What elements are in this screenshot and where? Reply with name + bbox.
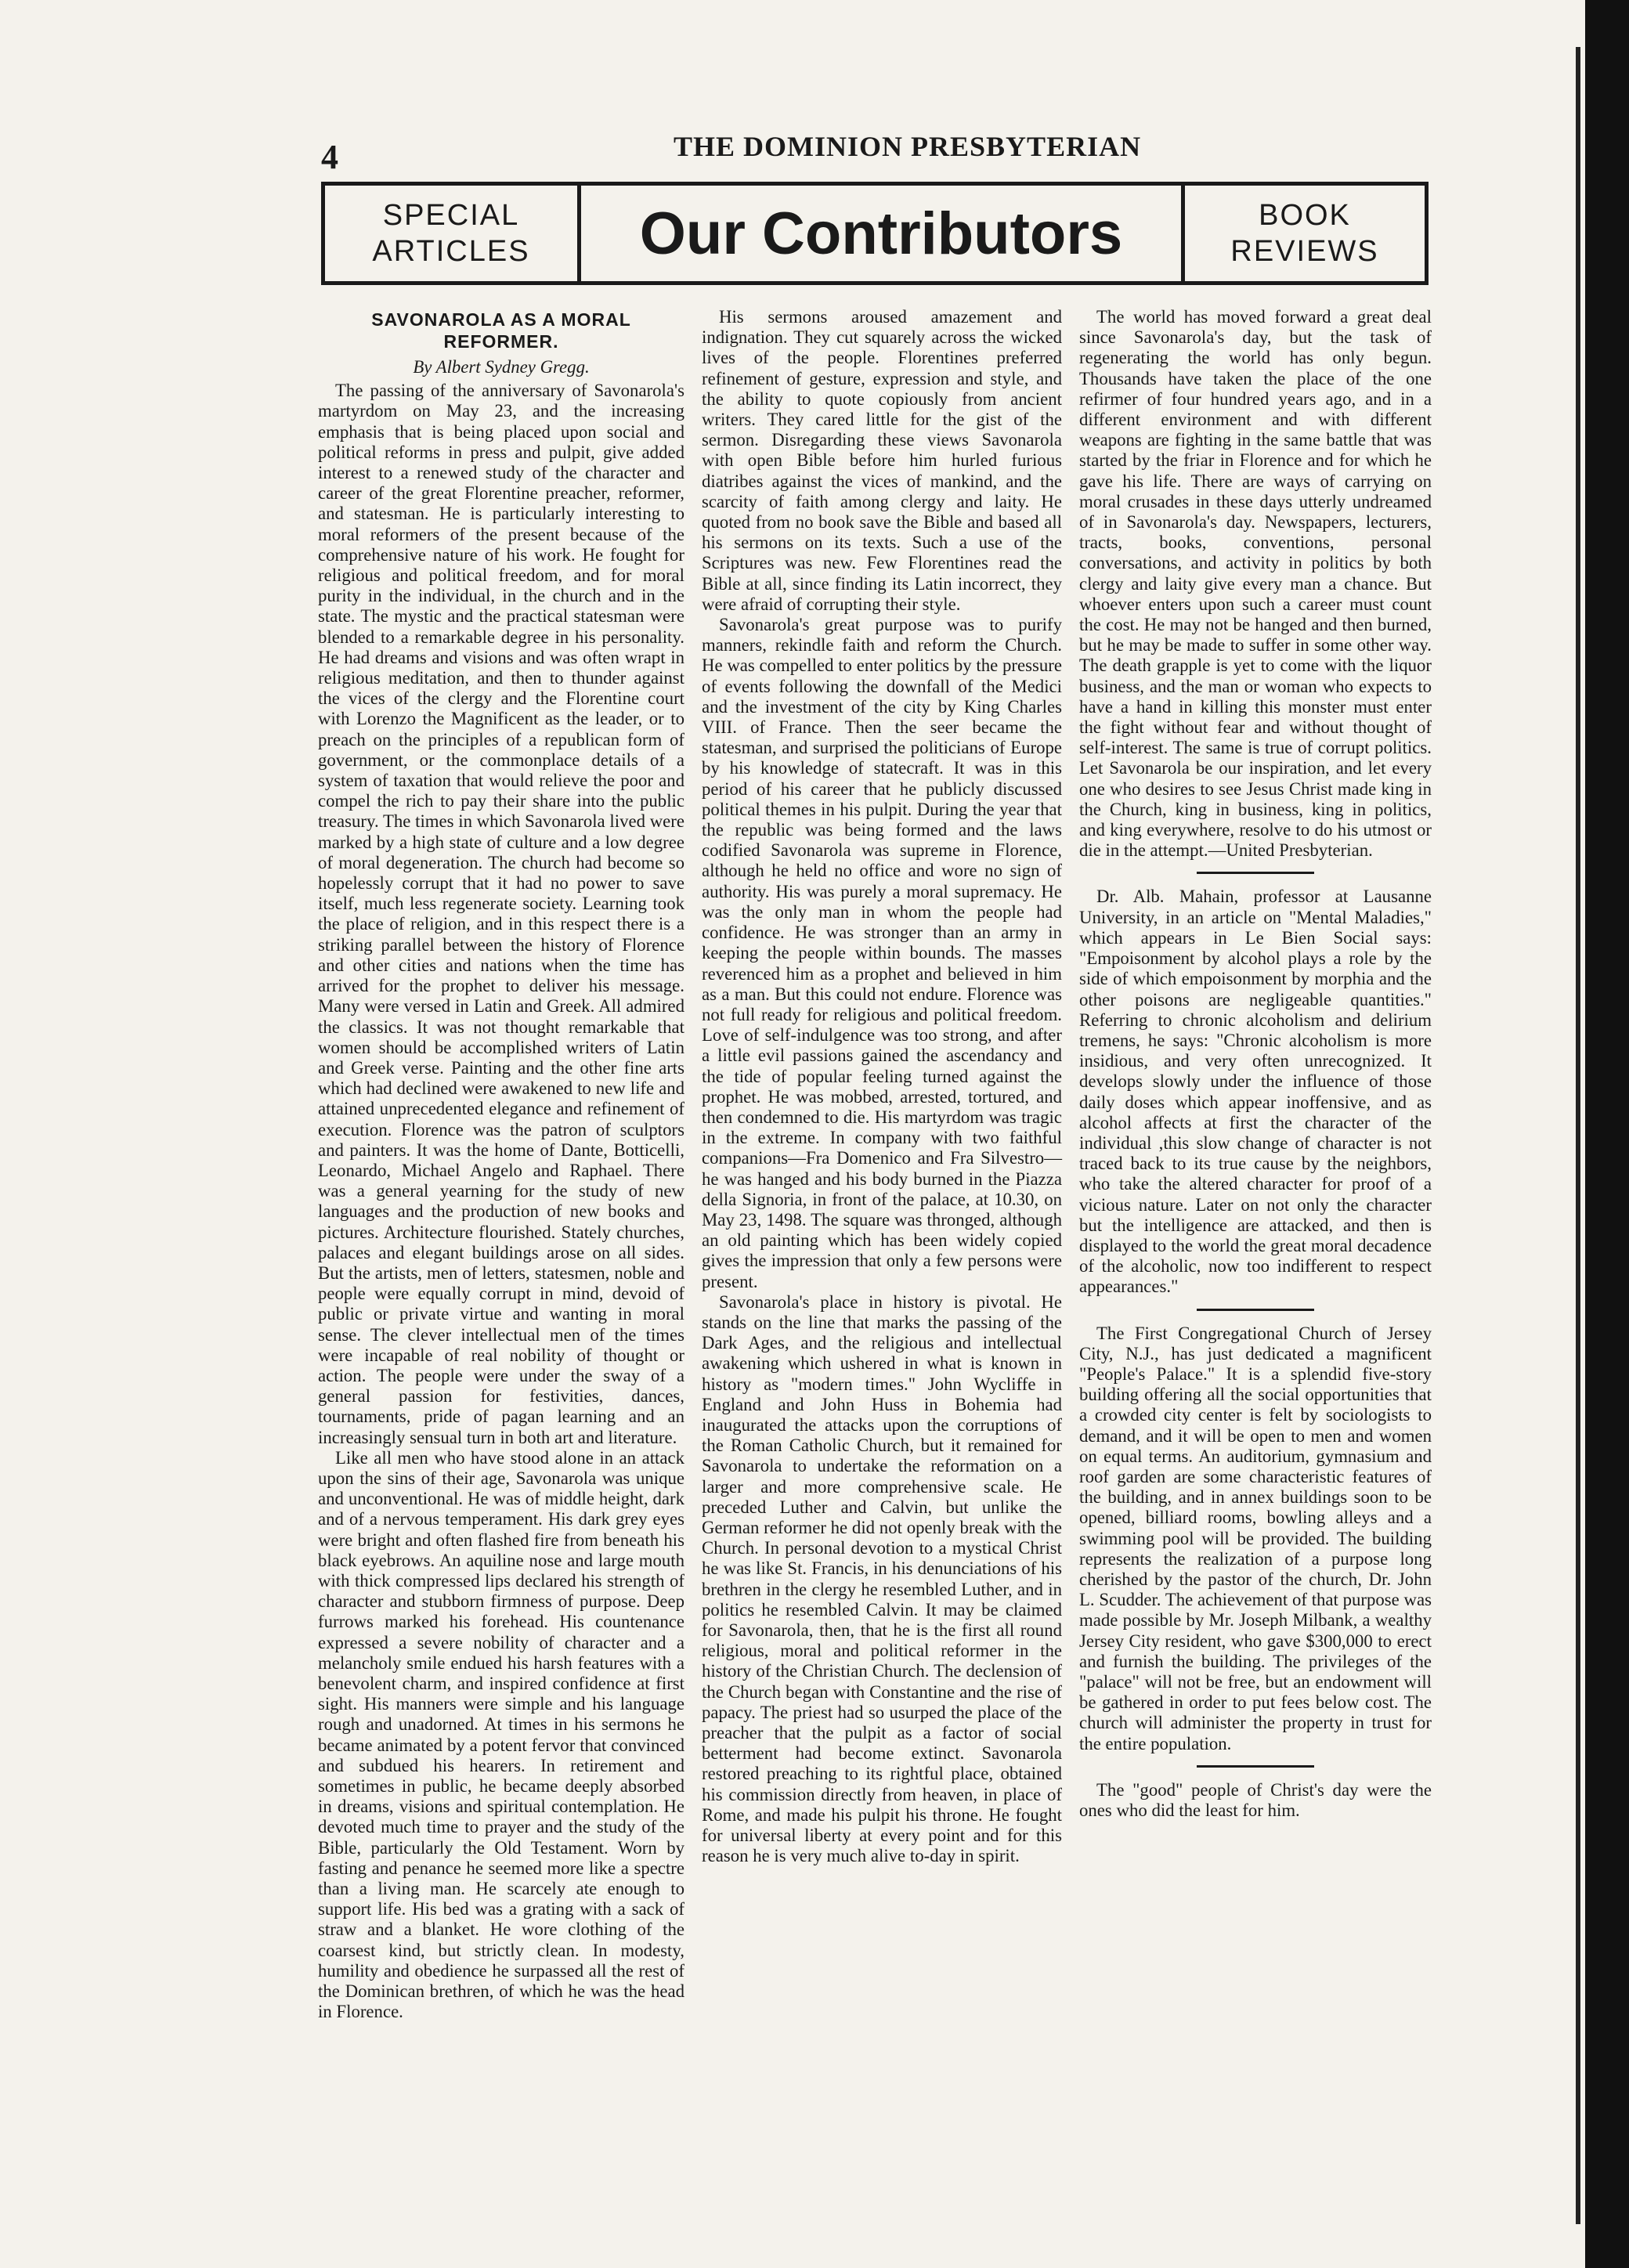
- column-1: [318, 307, 684, 2022]
- page-number: 4: [321, 138, 338, 176]
- section-title: Our Contributors: [639, 200, 1123, 267]
- article-paragraph-5: Savonarola's place in history is pivotal. He stands on the line that marks the passing of the Dark Ages, and the religious and intellectual awakening which ushered in what is known in history as "modern times." John Wycliffe in England and John Huss in Bohemia had inaugurated the attacks upon the corruptions of the Roman Catholic Church, but it remained for Savonarola to undertake the reformation on a larger and more comprehensive scale. He preceded Luther and Calvin, but unlike the German reformer he did not openly break with the Church. In personal devotion to a mystical Christ he was like St. Francis, in his denunciations of his brethren in the clergy he resembled Luther, and in politics he resembled Calvin. It may be claimed for Savonarola, then, that he is the first all round religious, moral and political reformer in the history of the Christian Church. The declension of the Church began with Constantine and the rise of papacy. The priest had so usurped the place of the preacher that the pulpit as a factor of social betterment had become extinct. Savonarola restored preaching to its rightful place, obtained his commission directly from heaven, in place of Rome, and made his pulpit his throne. He fought for universal liberty at every point and for this reason he is very much alive to-day in spirit.: [702, 1291, 1062, 1866]
- article-divider: [1197, 1309, 1314, 1311]
- article-divider: [1197, 1765, 1314, 1768]
- article-divider: [1197, 872, 1314, 874]
- article-paragraph-1: The passing of the anniversary of Savonarola's martyrdom on May 23, and the increasing emphasis that is being placed upon social and political reforms in press and pulpit, give added interest to a renewed study of the character and career of the great Florentine preacher, reformer, and statesman. He is particularly interesting to moral reformers of the present because of the comprehensive nature of his work. He fought for religious and political freedom, and for moral purity in the individual, in the church and in the state. The mystic and the practical statesman were blended to a remarkable degree in his personality. He had dreams and visions and was often wrapt in religious meditation, and then to thunder against the vices of the clergy and the Florentine court with Lorenzo the Magnificent as the leader, or to preach on the principles of a republican form of government, or the commonplace details of a system of taxation that would relieve the poor and compel the rich to pay their share into the public treasury. The times in which Savonarola lived were marked by a high state of culture and a low degree of moral degeneration. The church had become so hopelessly corrupt that it had no power to save itself, much less regenerate society. Learning took the place of religion, and in this respect there is a striking parallel between the history of Florence and other cities and nations when the time has arrived for the prophet to deliver his message. Many were versed in Latin and Greek. All admired the classics. It was not thought remarkable that women should be accomplished writers of Latin and Greek verse. Painting and the other fine arts which had declined were awakened to new life and attained unprecedented elegance and refinement of execution. Florence was the patron of sculptors and painters. It was the home of Dante, Botticelli, Leonardo, Michael Angelo and Raphael. There was a general yearning for the study of new languages and the production of new books and pictures. Architecture flourished. Stately churches, palaces and elegant buildings arose on all sides. But the artists, men of letters, statesmen, noble and people were equally corrupt in mind, devoid of public or private virtue and wanting in moral sense. The clever intellectual men of the times were incapable of real nobility of thought or action. The people were under the sway of a general passion for festivities, dances, tournaments, pride of pagan learning and an increasingly sensual turn in both art and literature.: [318, 381, 684, 1447]
- closing-note: The "good" people of Christ's day were the ones who did the least for him.: [1079, 1779, 1432, 1821]
- article-byline: By Albert Sydney Gregg.: [413, 357, 590, 377]
- scan-edge-shadow: [1585, 0, 1629, 2268]
- peoples-palace-article: The First Congregational Church of Jersey City, N.J., has just dedicated a magnificent "People's Palace." It is a splendid five-story building offering all the social opportunities that a crowded city center is felt by sociologists to demand, and it will be open to men and women on equal terms. An auditorium, gymnasium and roof garden are some characteristic features of the building, and in annex buildings soon to be opened, billiard rooms, bowling alleys and a swimming pool will be provided. The building represents the realization of a purpose long cherished by the pastor of the church, Dr. John L. Scudder. The achievement of that purpose was made possible by Mr. Joseph Milbank, a wealthy Jersey City resident, who gave $300,000 to erect and furnish the building. The privileges of the "palace" will not be free, but an endowment will be gathered in order to put fees below cost. The church will administer the property in trust for the entire population.: [1079, 1323, 1432, 1753]
- column-2: [702, 307, 1062, 1866]
- masthead-title: THE DOMINION PRESBYTERIAN: [674, 131, 1142, 162]
- book-reviews-line2: REVIEWS: [1230, 235, 1379, 268]
- alcoholism-article: Dr. Alb. Mahain, professor at Lausanne University, in an article on "Mental Maladies," which appears in Le Bien Social says: "Empoisonment by alcohol plays a role by the side of which empoisonment by morphia and the other poisons are negligeable quantities." Referring to chronic alcoholism and delirium tremens, he says: "Chronic alcoholism is more insidious, and very often unrecognized. It develops slowly under the influence of those daily doses which appear inoffensive, and as alcohol affects at first the character of the individual ,this slow change of character is not traced back to its true cause by the neighbors, who take the altered character for proof of a vicious nature. Later on not only the character but the intelligence are attacked, and then is displayed to the world the great moral decadence of the alcoholic, now too indifferent to respect appearances.": [1079, 887, 1432, 1297]
- section-header-box: [321, 182, 1429, 285]
- special-articles-label: [325, 186, 581, 281]
- article-title: SAVONAROLA AS A MORAL REFORMER.: [371, 309, 631, 352]
- article-paragraph-4: Savonarola's great purpose was to purify manners, rekindle faith and reform the Church. He was compelled to enter politics by the pressure of events following the downfall of the Medici and the investment of the city by King Charles VIII. of France. Then the seer became the statesman, and surprised the politicians of Europe by his knowledge of statecraft. It was in this period of his career that he publicly discussed political themes in his pulpit. During the year that the republic was being formed and the laws codified Savonarola was supreme in Florence, although he held no office and wore no sign of authority. His was purely a moral supremacy. He was the only man in whom the people had confidence. He was stronger than an army in keeping the people within bounds. The masses reverenced him as a prophet and believed in him as a man. But this could not endure. Florence was not full ready for religious and political freedom. Love of self-indulgence was too strong, and after a little evil passions gained the ascendancy and the tide of popular feeling turned against the prophet. He was mobbed, arrested, tortured, and then condemned to die. His martyrdom was tragic in the extreme. In company with two faithful companions—Fra Domenico and Fra Silvestro—he was hanged and his body burned in the Piazza della Signoria, in front of the palace, at 10.30, on May 23, 1498. The square was thronged, although an old painting which has been widely copied gives the impression that only a few persons were present.: [702, 615, 1062, 1291]
- special-articles-line2: ARTICLES: [372, 235, 530, 268]
- book-reviews-label: [1181, 186, 1425, 281]
- book-reviews-line1: BOOK: [1259, 199, 1351, 232]
- special-articles-line1: SPECIAL: [382, 199, 520, 232]
- column-3: [1079, 307, 1432, 1821]
- article-paragraph-3: His sermons aroused amazement and indignation. They cut squarely across the wicked lives of the people. Florentines preferred refinement of gesture, expression and style, and the ability to quote copiously from ancient writers. They cared little for the gist of the sermon. Disregarding these views Savonarola with open Bible before him hurled furious diatribes against the vices of mankind, and the scarcity of faith among clergy and laity. He quoted from no book save the Bible and based all his sermons on its texts. Such a use of the Scriptures was new. Few Florentines read the Bible at all, since finding its Latin incorrect, they were afraid of corrupting their style.: [702, 307, 1062, 614]
- article-paragraph-2: Like all men who have stood alone in an attack upon the sins of their age, Savonarola was unique and unconventional. He was of middle height, dark and of a nervous temperament. His dark grey eyes were bright and often flashed fire from beneath his black eyebrows. An aquiline nose and large mouth with thick compressed lips declared his strength of character and stubborn firmness of purpose. Deep furrows marked his forehead. His countenance expressed a severe nobility of character and a melancholy smile endued his harsh features with a benevolent charm, and inspired confidence at first sight. His manners were simple and his language rough and unadorned. At times in his sermons he became animated by a potent fervor that convinced and subdued his hearers. In retirement and sometimes in public, he became deeply absorbed in dreams, visions and spiritual contemplation. He devoted much time to prayer and the study of the Bible, particularly the Old Testament. Worn by fasting and penance he seemed more like a spectre than a living man. He scarcely ate enough to support life. His bed was a grating with a sack of straw and a blanket. He wore clothing of the coarsest kind, but strictly clean. In modesty, humility and obedience he surpassed all the rest of the Dominican brethren, of which he was the head in Florence.: [318, 1447, 684, 2022]
- article-paragraph-6: The world has moved forward a great deal since Savonarola's day, but the task of regenerating the world has only begun. Thousands have taken the place of the one refirmer of four hundred years ago, and in a different environment and with different weapons are fighting in the same battle that was started by the friar in Florence and for which he gave his life. There are ways of carrying on moral crusades in these days utterly undreamed of in Savonarola's day. Newspapers, lecturers, tracts, books, conventions, personal conversations, and activity in politics by both clergy and laity give every man a chance. But whoever enters upon such a career must count the cost. He may not be hanged and then burned, but he may be made to suffer in some other way. The death grapple is yet to come with the liquor business, and the man or woman who expects to have a hand in killing this monster must enter the fight without fear and without thought of self-interest. The same is true of corrupt politics. Let Savonarola be our inspiration, and let every one who desires to see Jesus Christ made king in the Church, king in business, king in politics, and king everywhere, resolve to do his utmost or die in the attempt.—United Presbyterian.: [1079, 307, 1432, 861]
- scan-edge-line: [1576, 47, 1580, 2224]
